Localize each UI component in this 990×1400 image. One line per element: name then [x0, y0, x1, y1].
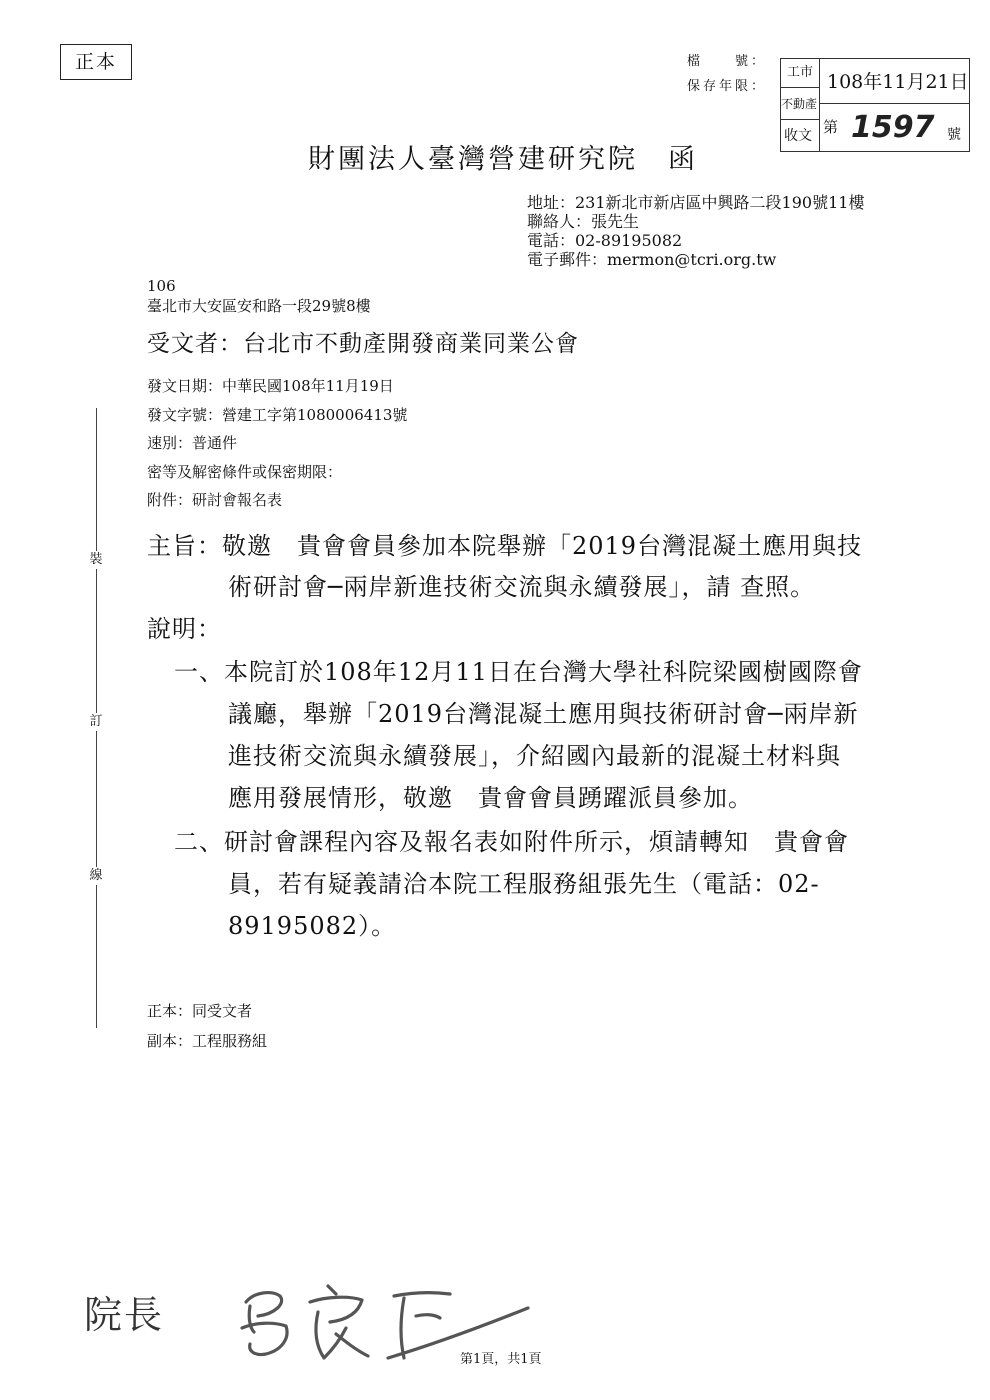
- postal-code: 106: [147, 277, 176, 295]
- receipt-stamp: [780, 58, 970, 152]
- explanation-item-1-line-2: 議廳，舉辦「2019台灣混凝土應用與技術研討會─兩岸新: [228, 700, 859, 728]
- binding-mark-staple: 訂: [86, 713, 106, 731]
- binding-mark-line: 線: [86, 867, 106, 885]
- explanation-item-1-line-4: 應用發展情形，敬邀 貴會會員踴躍派員參加。: [228, 784, 753, 812]
- signatory-title: 院長: [84, 1293, 165, 1337]
- file-number-label: 檔 號：: [687, 54, 768, 69]
- document-title: 財團法人臺灣營建研究院 函: [308, 144, 698, 175]
- recipient-line: 受文者：台北市不動產開發商業同業公會: [147, 331, 579, 357]
- document-number: 發文字號：營建工字第1080006413號: [147, 405, 408, 424]
- issue-date: 發文日期：中華民國108年11月19日: [147, 377, 394, 395]
- attachment: 附件：研討會報名表: [147, 491, 283, 509]
- explanation-item-1-line-1: 一、本院訂於108年12月11日在台灣大學社科院梁國樹國際會: [174, 658, 863, 686]
- retention-period-label: 保存年限：: [687, 79, 768, 94]
- explanation-item-2-line-1: 二、研討會課程內容及報名表如附件所示，煩請轉知 貴會會: [174, 828, 849, 856]
- recipient-address-block: [147, 276, 371, 316]
- contact-phone: 電話：02-89195082: [527, 231, 683, 250]
- subject-line-2: 術研討會─兩岸新進技術交流與永續發展」，請 查照。: [228, 573, 816, 601]
- distribution-copy: 副本：工程服務組: [147, 1032, 268, 1050]
- stamp-number-prefix: 第: [823, 118, 839, 136]
- subject-line-1: 主旨：敬邀 貴會會員參加本院舉辦「2019台灣混凝土應用與技: [147, 532, 863, 560]
- sender-contact: [527, 193, 864, 269]
- stamp-org-bottom: 不動產: [781, 97, 818, 111]
- explanation-item-1-line-3: 進技術交流與永續發展」，介紹國內最新的混凝土材料與: [228, 742, 841, 770]
- distribution-original: 正本：同受文者: [147, 1002, 253, 1020]
- binding-mark-bind: 裝: [86, 551, 106, 569]
- speed-class: 速別：普通件: [147, 434, 238, 452]
- stamp-number-suffix: 號: [947, 127, 961, 143]
- sender-address: 地址：231新北市新店區中興路二段190號11樓: [527, 193, 865, 212]
- contact-email: 電子郵件：mermon@tcri.org.tw: [527, 250, 777, 269]
- document-meta: [147, 372, 407, 515]
- page-number: 第1頁，共1頁: [460, 1352, 542, 1367]
- explanation-label: 說明：: [147, 615, 222, 643]
- stamp-receipt-label: 收文: [784, 128, 812, 144]
- explanation-item-2-line-3: 89195082）。: [228, 912, 397, 940]
- contact-person: 聯絡人：張先生: [527, 212, 640, 231]
- stamp-number: 1597: [851, 110, 935, 145]
- security-level: 密等及解密條件或保密期限：: [147, 462, 343, 481]
- explanation-item-2-line-2: 員，若有疑義請洽本院工程服務組張先生（電話：02-: [228, 870, 820, 898]
- stamp-org-top: 工市: [787, 65, 814, 80]
- stamp-date: 108年11月21日: [827, 71, 969, 93]
- original-copy-mark: 正本: [60, 44, 132, 80]
- recipient-address: 臺北市大安區安和路一段29號8樓: [147, 297, 371, 315]
